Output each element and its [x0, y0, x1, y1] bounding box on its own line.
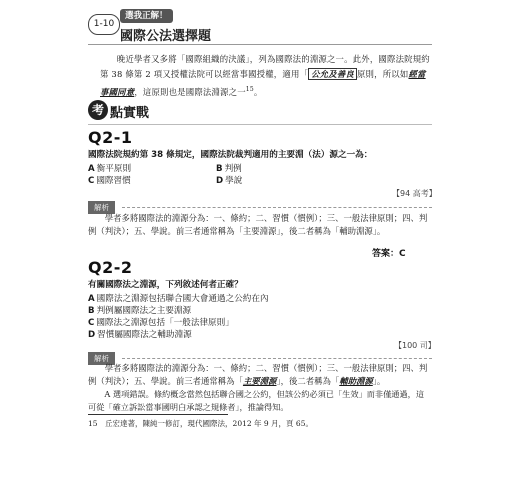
title-divider — [88, 44, 432, 45]
option-c: C 國際習慣 — [88, 176, 131, 186]
intro-text: 晚近學者又多將「國際組織的決議」，列為國際法的淵源之一。此外，國際法院規約第 38 條第 2 項又授權法院可以經當事國授權，適用「 — [100, 54, 430, 79]
option-b: B 判例 — [216, 164, 242, 174]
option-b: B 判例屬國際法之主要淵源 — [88, 306, 192, 316]
conclusion-text: A 選項錯誤。條約概念當然包括聯合國之公約，但該公約必須已「生效」而非僅通過，這可從「確立訴訟當事國明白承認之規條者」，推論得知。 — [88, 389, 425, 412]
intro-text: ，這原則也是國際法淵源之一 — [134, 86, 246, 97]
analysis-divider — [122, 207, 432, 208]
footnote-divider — [88, 414, 228, 415]
underlined-term: 主要淵源 — [242, 376, 277, 386]
option-a: A 衡平原則 — [88, 164, 132, 174]
section-tag: 選我正解！ — [120, 9, 173, 23]
highlight-term: 公允及善良 — [308, 68, 357, 80]
intro-paragraph — [100, 52, 432, 100]
option-c: C 國際法之淵源包括「一般法律原則」 — [88, 318, 234, 328]
question-id: Q2-2 — [88, 258, 133, 277]
analysis-divider — [122, 358, 432, 359]
underlined-term: 經當事國同意 — [100, 69, 426, 97]
practice-divider — [88, 124, 432, 125]
question-source: 【100 司】 — [394, 341, 436, 350]
analysis-text: 學者多將國際法的淵源分為：一、條約；二、習慣（慣例）；三、一般法律原則；四、判例（判決）；五、學說。前三者通常稱為「主要淵源」，後二者稱為「輔助淵源」。 — [88, 213, 428, 236]
analysis-text: 學者多將國際法的淵源分為：一、條約；二、習慣（慣例）；三、一般法律原則；四、判例（判決）；五、學說。前三者通常稱為「主要淵源」，後二者稱為「輔助淵源」。 — [88, 363, 428, 386]
question-text: 國際法院規約第 38 條規定，國際法院裁判適用的主要淵（法）源之一為： — [88, 150, 373, 160]
intro-text: 。 — [253, 86, 263, 97]
footnote: 15 丘宏達著，陳純一修訂，現代國際法，2012 年 9 月，頁 65。 — [88, 419, 313, 428]
practice-heading: 點實戰 — [110, 106, 150, 121]
option-a: A 國際法之淵源包括聯合國大會通過之公約在內 — [88, 294, 269, 304]
question-source: 【94 高考】 — [392, 189, 437, 198]
practice-icon: 考 — [88, 100, 108, 120]
intro-text: 原則 — [356, 69, 375, 79]
analysis-label: 解析 — [88, 352, 115, 365]
question-id: Q2-1 — [88, 128, 133, 147]
analysis-label: 解析 — [88, 201, 115, 214]
section-number-badge: 1-10 — [88, 14, 120, 35]
page-title: 國際公法選擇題 — [120, 29, 212, 44]
option-d: D 學說 — [216, 176, 243, 186]
option-d: D 習慣屬國際法之輔助淵源 — [88, 330, 192, 340]
answer: 答案：C — [372, 249, 406, 259]
question-text: 有關國際法之淵源，下列敘述何者正確？ — [88, 280, 243, 290]
underlined-term: 輔助淵源 — [339, 376, 373, 386]
intro-text: ，所以如 — [374, 69, 409, 79]
footnote-ref: 15 — [245, 86, 254, 93]
